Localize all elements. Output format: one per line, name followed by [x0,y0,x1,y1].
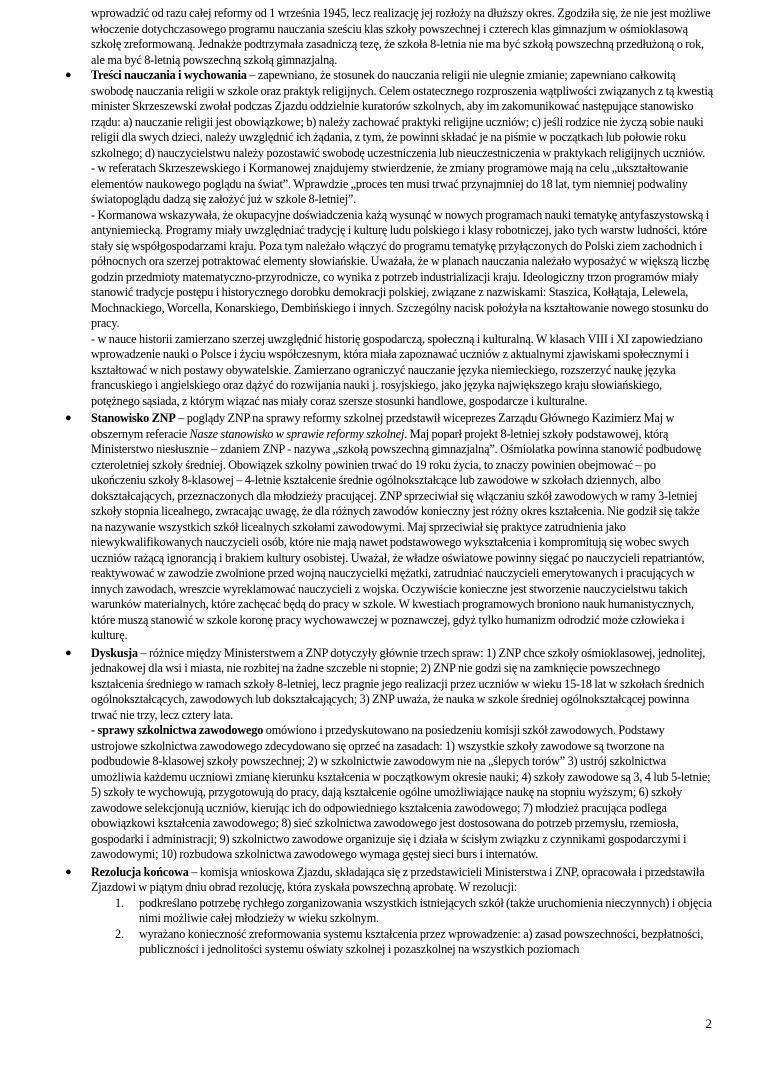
resolution-item-number: 2. [115,926,124,941]
section-text-znp-b: . Maj poparł projekt 8-letniej szkoły podstawowej, którą Ministerstwo niesłusznie – zdaniem ZNP - nazywa „szkołą powszechną gimnazjalną”. Ośmiolatka powinna stanowić podbudowę czteroletniej szkoły średniej. Obowiązek szkolny powinien trwać do 19 roku życia, to znaczy powinien obejmować – po ukończeniu szkoły 8-klasowej – 4-letnie kształcenie średnie ogólnokształcące lub zawodowe w szkołach dziennych, albo dokształcających, przeznaczonych dla młodzieży pracującej. ZNP sprzeciwiał się włączaniu szkół zawodowych w ramy 3-letniej szkoły stopnia licealnego, zwracając uwagę, że dla różnych zawodów konieczny jest różny okres kształcenia. Nie godził się także na nazywanie wszystkich szkół licealnych szkołami zawodowymi. Maj sprzeciwiał się praktyce zatrudnienia jako niewykwalifikowanych nauczycieli osób, które nie mają nawet podstawowego wykształcenia i kompromitują się wobec swych uczniów rażącą ignorancją i brakiem kultury osobistej. Uważał, że władze oświatowe powinny sięgać po nauczycieli repatriantów, reaktywować w zawodzie zwolnione przed wojną nauczycielki mężatki, zatrudniać nauczycieli emerytowanych i pracujących w innych zawodach, wreszcie wyreklamować nauczycieli z wojska. Oczywiście konieczne jest stworzenie nauczycielstwu takich warunków materialnych, które zachęcać będą do pracy w szkole. W kwestiach programowych broniono nauk humanistycznych, które muszą stanowić w szkole koronę pracy wychowawczej w poznawczej, gdyż tylko humanizm odrodzić może człowieka i kulturę. [91,426,705,642]
resolution-list [91,896,713,958]
section-text-tresci: – zapewniano, że stosunek do nauczania religii nie ulegnie zmianie; zapewniano całkowitą swobodę nauczania religii w szkole oraz praktyk religijnych. Celem ostatecznego rozproszenia wątpliwości związanych z tą kwestią minister Skrzeszewski zwołał podczas Zjazdu oddzielnie kuratorów szkolnych, aby im zakomunikować następujące stanowisko rządu: a) nauczanie religii jest obowiązkowe; b) należy zachować praktyki religijne uczniów; c) jeśli rodzice nie życzą sobie nauki religii dla swych dzieci, należy uwzględnić ich żądania, z tym, że powinni składać je na piśmie w początkach lub połowie roku szkolnego; d) nauczycielstwu należy pozostawić swobodę uczestniczenia lub nieuczestniczenia w praktykach religijnych uczniów. [91,68,713,160]
resolution-item-number: 1. [115,895,124,910]
section-heading-rezolucja: Rezolucja końcowa [91,864,189,879]
document-body [65,6,713,960]
resolution-item [91,927,713,958]
subpoint-zawodowe [91,723,713,863]
resolution-item [91,896,713,927]
section-rezolucja [65,864,713,958]
section-heading-znp: Stanowisko ZNP [91,411,176,425]
bullet-icon: ● [65,69,72,81]
subpoint-historia: - w nauce historii zamierzano szerzej uwzględnić historię gospodarczą, społeczną i kulturalną. W klasach VIII i XI zapowiedziano wprowadzenie nauki o Polsce i życiu współczesnym, która miała zapoznawać uczniów z aktualnymi zjawiskami społecznymi i kształtować w nich postawy obywatelskie. Zamierzano ograniczyć nauczanie języka niemieckiego, rozszerzyć naukę języka francuskiego i angielskiego oraz dążyć do rozwijania nauki j. rosyjskiego, jako języka największego kraju słowiańskiego, potężnego sąsiada, z którym wiązać nas miały coraz szersze stosunki handlowe, gospodarcze i kulturalne. [91,331,703,408]
section-tresci [65,68,713,409]
section-znp [65,411,713,644]
resolution-item-text: podkreślano potrzebę rychłego zorganizowania wszystkich istniejących szkół (także uruchomienia nieczynnych) i objęcia nimi możliwie całej młodzieży w wieku szkolnym. [139,895,712,925]
resolution-item-text: wyrażano konieczność zreformowania systemu kształcenia przez wprowadzenie: a) zasad powszechności, bezpłatności, publiczności i jednolitości systemu oświaty szkolnej i pozaszkolnej na wszystkich poziomach [139,926,704,956]
section-heading-tresci: Treści nauczania i wychowania [91,68,247,82]
page-number: 2 [705,1016,712,1031]
section-text-znp-a: – poglądy ZNP na sprawy reformy szkolnej przedstawił wiceprezes Zarządu Głównego Kazimierz Maj w obszernym referacie [91,411,675,441]
section-list [65,68,713,958]
section-dyskusja [65,645,713,863]
subpoint-kormanowa: - Kormanowa wskazywała, że okupacyjne doświadczenia każą wysunąć w nowych programach nauki tematykę antyfaszystowską i antyniemiecką. Programy miały uwzględniać tradycję i kulturę ludu polskiego i klasy robotniczej, jako tych warstw ludności, które stały się współgospodarzami kraju. Poza tym należało włączyć do programu tematykę przyłączonych do Polski ziem zachodnich i północnych ora szerzej potraktować elementy słowiańskie. Uważała, że w planach nauczania należało wyposażyć w większą liczbę godzin przedmioty matematyczno-przyrodnicze, co wynika z potrzeb industrializacji kraju. Ideologiczny trzon programów miały stanowić tradycje postępu i historycznego dorobku demokracji polskiej, związane z nazwiskami: Staszica, Kołłątaja, Lelewela, Mochnackiego, Worcella, Konarskiego, Dembińskiego i innych. Szczególny nacisk położyła na kształtowanie nowego stosunku do pracy. [91,207,710,330]
bullet-icon: ● [65,412,72,424]
intro-paragraph: wprowadzić od razu całej reformy od 1 września 1945, lecz realizację jej rozłoży na dłuższy okres. Zgodziła się, że nie jest możliwe włoczenie dotychczasowego programu nauczania sześciu klas szkoły powszechnej i czterech klas gimnazjum w ośmioklasową szkołę zreformowaną. Jednakże podtrzymała zasadniczą tezę, że szkoła 8-letnia nie ma być szkołą powszechną przedłużoną o rok, ale ma być 8-letnią powszechną szkołą gimnazjalną. [91,6,711,67]
bullet-icon: ● [65,865,72,878]
section-text-dyskusja: – różnice między Ministerstwem a ZNP dotyczyły głównie trzech spraw: 1) ZNP chce szkoły ośmioklasowej, jednolitej, jednakowej dla wsi i miasta, nie rozbitej na żadne szczeble ni stopnie; 2) ZNP nie godzi się na zamknięcie powszechnego kształcenia średniego w ramach szkoły 8-letniej, lecz pragnie jego realizacji przez uczniów w wieku 15-18 lat w szkołach średnich ogólnokształcących, zawodowych lub dokształcających; 3) ZNP uważa, że nauka w szkole średniej ogólnokształcącej powinna trwać nie trzy, lecz cztery lata. [91,645,706,722]
subpoint-text-zawodowe: omówiono i przedyskutowano na posiedzeniu komisji szkół zawodowych. Podstawy ustrojowe szkolnictwa zawodowego zdecydowano się oprzeć na zasadach: 1) wszystkie szkoły zawodowe są tworzone na podbudowie 8-klasowej szkoły powszechnej; 2) w szkolnictwie zawodowym nie na „ślepych torów” 3) ustrój szkolnictwa umożliwia każdemu uczniowi zmianę kierunku kształcenia w początkowym okresie nauki; 4) szkoły zawodowe są 3, 4 lub 5-letnie; 5) szkoły te wychowują, przygotowują do pracy, dają kształcenie ogólne umożliwiające naukę na stopniu wyższym; 6) szkoły zawodowe selekcjonują uczniów, kierując ich do odpowiedniego kształcenia zawodowego; 7) młodzież pracująca podlega obowiązkowi kształcenia zawodowego; 8) sieć szkolnictwa zawodowego jest dostosowana do potrzeb przemysłu, rzemiosła, gospodarki i administracji; 9) szkolnictwo zawodowe organizuje się i działa w ścisłym związku z czynnikami gospodarczymi i zawodowymi; 10) rozbudowa szkolnictwa zawodowego wymaga gęstej sieci burs i internatów. [91,723,711,861]
bullet-icon: ● [65,646,72,659]
subpoint-skrzeszewski: - w referatach Skrzeszewskiego i Kormanowej znajdujemy stwierdzenie, że zmiany programowe mają na celu „ukształtowanie elementów naukowego poglądu na świat”. Wprawdzie „proces ten musi trwać przynajmniej do 18 lat, tym niemniej podwaliny światopoglądu dadzą się założyć już w szkole 8-letniej”. [91,161,689,206]
section-text-rezolucja: – komisja wnioskowa Zjazdu, składająca się z przedstawicieli Ministerstwa i ZNP, opracowała i przedstawiła Zjazdowi w piątym dniu obrad rezolucję, która zyskała powszechną aprobatę. W rezolucji: [91,864,705,894]
section-heading-dyskusja: Dyskusja [91,645,138,660]
subpoint-heading-zawodowe: - sprawy szkolnictwa zawodowego [91,723,264,737]
referat-title: Nasze stanowisko w sprawie reformy szkolnej [189,426,405,441]
